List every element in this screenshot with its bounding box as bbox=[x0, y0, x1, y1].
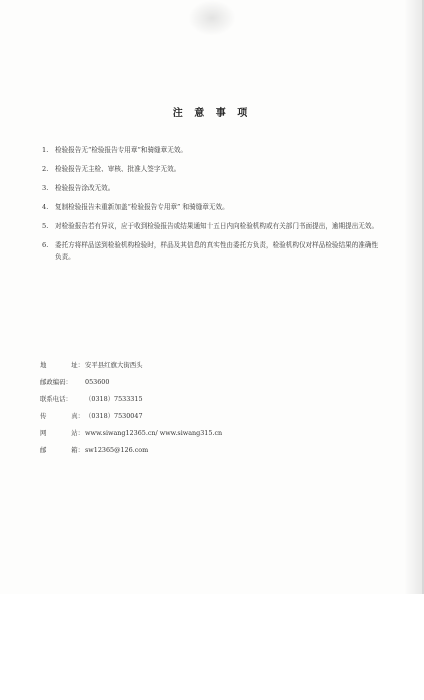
scan-smudge bbox=[188, 0, 236, 36]
website-label-char: 站： bbox=[71, 429, 84, 438]
address-value: 安平县红旗大街西头 bbox=[85, 361, 143, 370]
contact-address bbox=[40, 357, 340, 374]
note-number: 4. bbox=[42, 203, 49, 211]
note-item bbox=[42, 145, 382, 157]
note-number: 5. bbox=[42, 222, 49, 230]
fax-label-char: 传 bbox=[40, 412, 47, 421]
website-label bbox=[40, 428, 84, 439]
note-item bbox=[42, 183, 382, 195]
note-text: 对检验报告若有异议，应于收到检验报告或结果通知十五日内向检验机构或有关部门书面提出，逾期提出无效。 bbox=[55, 222, 379, 230]
note-text: 检验报告无“检验报告专用章”和骑缝章无效。 bbox=[55, 146, 188, 154]
note-item bbox=[42, 164, 382, 176]
address-label bbox=[40, 360, 84, 371]
notes-list bbox=[42, 145, 382, 271]
note-text: 检验报告涂改无效。 bbox=[55, 184, 115, 192]
phone-label: 联系电话： bbox=[40, 395, 72, 404]
email-link[interactable]: sw12365@126.com bbox=[85, 446, 149, 455]
postcode-value: 053600 bbox=[85, 378, 110, 387]
note-number: 2. bbox=[42, 165, 49, 173]
note-item bbox=[42, 202, 382, 214]
contact-email bbox=[40, 442, 340, 459]
postcode-label: 邮政编码： bbox=[40, 378, 72, 387]
address-label-char: 址： bbox=[71, 361, 84, 370]
address-label-char: 地 bbox=[40, 361, 47, 370]
contact-fax bbox=[40, 408, 340, 425]
email-label-char: 邮 bbox=[40, 446, 47, 455]
contact-postcode bbox=[40, 374, 340, 391]
fax-label-char: 真： bbox=[71, 412, 84, 421]
note-item bbox=[42, 240, 382, 263]
note-text: 委托方将样品送到检验机构检验时，样品及其信息的真实性由委托方负责，检验机构仅对样品检验结果的准确性负责。 bbox=[55, 241, 379, 261]
contact-website bbox=[40, 425, 340, 442]
note-number: 1. bbox=[42, 146, 49, 154]
note-item bbox=[42, 221, 382, 233]
contact-info bbox=[40, 357, 340, 459]
note-text: 检验报告无主检、审核、批准人签字无效。 bbox=[55, 165, 181, 173]
page-title: 注 意 事 项 bbox=[172, 108, 252, 119]
page-edge-shadow bbox=[404, 0, 422, 594]
phone-value: （0318）7533315 bbox=[85, 395, 143, 404]
email-label-char: 箱： bbox=[71, 446, 84, 455]
fax-label bbox=[40, 411, 84, 422]
note-number: 6. bbox=[42, 241, 49, 249]
contact-phone bbox=[40, 391, 340, 408]
website-link[interactable]: www.siwang12365.cn/ www.siwang315.cn bbox=[85, 429, 223, 438]
fax-value: （0318）7530047 bbox=[85, 412, 143, 421]
email-label bbox=[40, 445, 84, 456]
note-number: 3. bbox=[42, 184, 49, 192]
note-text: 复制检验报告未重新加盖“检验报告专用章” 和骑缝章无效。 bbox=[55, 203, 229, 211]
website-label-char: 网 bbox=[40, 429, 47, 438]
